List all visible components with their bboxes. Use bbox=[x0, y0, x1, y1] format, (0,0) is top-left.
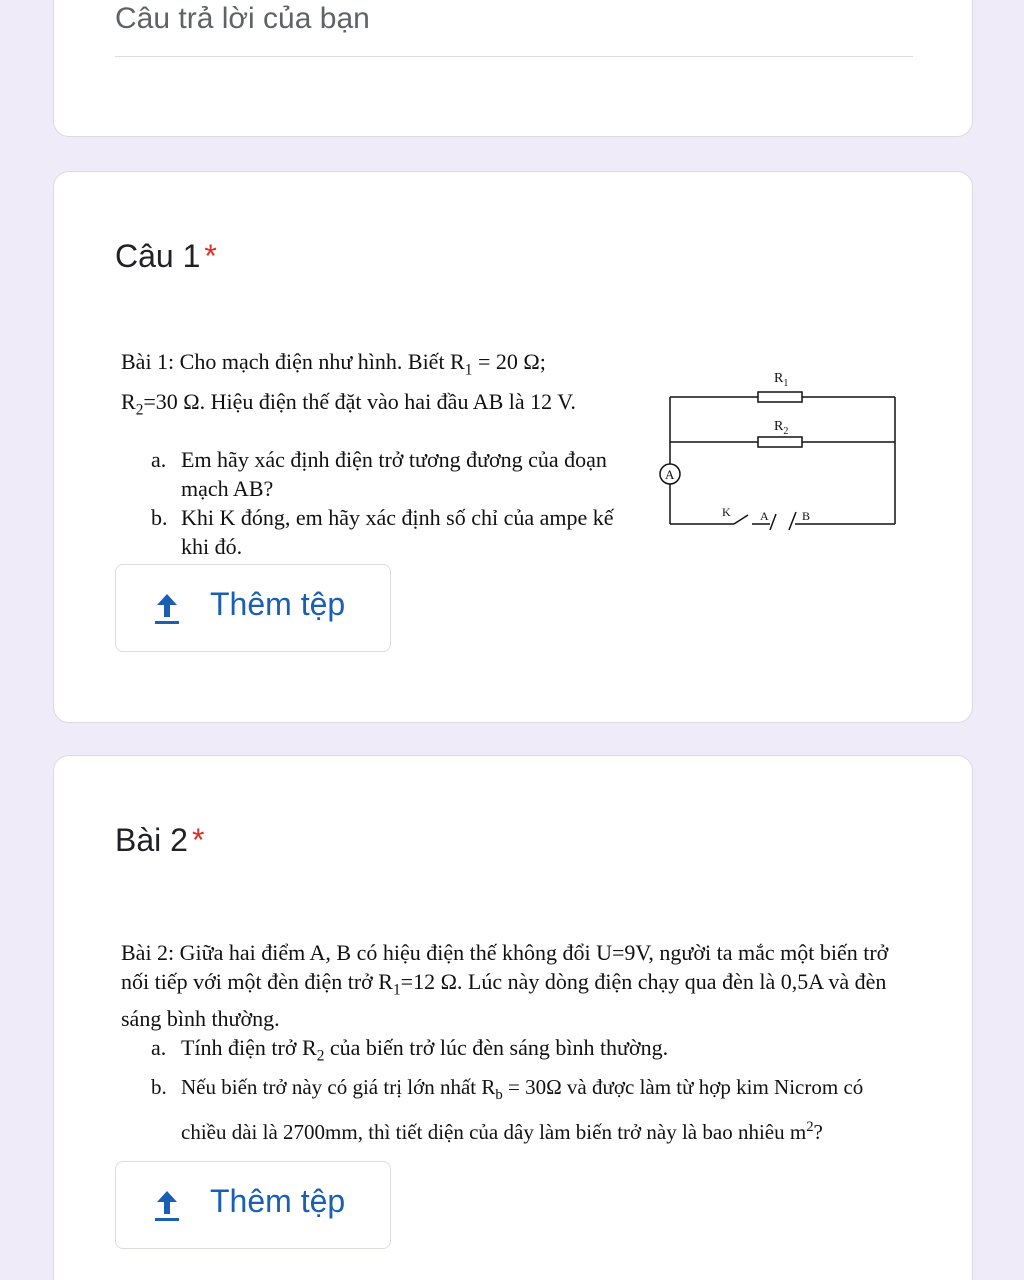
part-marker: b. bbox=[151, 504, 168, 530]
label-r1: $R_1$ bbox=[774, 371, 789, 389]
subscript: 1 bbox=[392, 981, 401, 999]
problem-text bbox=[121, 347, 661, 561]
problem-intro-line-2 bbox=[121, 387, 661, 424]
subscript: 2 bbox=[135, 401, 144, 419]
switch-k-blade bbox=[734, 515, 748, 524]
answer-card bbox=[53, 0, 973, 137]
problem-part-b bbox=[151, 503, 641, 561]
part-marker: a. bbox=[151, 1035, 167, 1061]
superscript: 2 bbox=[806, 1118, 814, 1135]
answer-input[interactable]: Câu trả lời của bạn bbox=[115, 2, 370, 35]
problem-intro bbox=[121, 938, 921, 1033]
problem-intro-text: Bài 1: Cho mạch điện như hình. Biết R bbox=[121, 349, 465, 374]
label-ammeter: A bbox=[665, 467, 675, 482]
subscript: 2 bbox=[316, 1047, 325, 1065]
part-a-text: Em hãy xác định điện trở tương đương của đoạn mạch AB? bbox=[181, 446, 607, 501]
answer-input-underline bbox=[115, 56, 913, 57]
problem-intro-rest: =12 Ω. Lúc này dòng điện chạy qua đèn là 0,5A và đèn sáng bình thường. bbox=[121, 969, 887, 1032]
terminal-b bbox=[789, 512, 796, 530]
part-b-text: Khi K đóng, em hãy xác định số chỉ của ampe kế khi đó. bbox=[181, 504, 614, 559]
terminal-a bbox=[770, 514, 776, 530]
problem-intro-line-1 bbox=[121, 347, 661, 384]
required-asterisk: * bbox=[204, 238, 217, 274]
part-a-text: Tính điện trở R bbox=[181, 1035, 317, 1061]
subscript: 1 bbox=[464, 361, 473, 379]
add-file-label: Thêm tệp bbox=[210, 586, 346, 622]
subscript: b bbox=[495, 1086, 503, 1103]
problem-intro-text: Bài 2: Giữa hai điểm A, B có hiệu điện thế không đổi U=9V, người ta mắc một biến trở nối tiếp với một đèn điện trở R bbox=[121, 940, 889, 994]
problem-part-a bbox=[151, 445, 611, 503]
add-file-button[interactable] bbox=[115, 564, 391, 652]
question-title bbox=[115, 822, 204, 859]
question-card-2 bbox=[53, 755, 973, 1280]
problem-part-a bbox=[151, 1033, 921, 1070]
add-file-label: Thêm tệp bbox=[210, 1183, 346, 1219]
upload-icon bbox=[150, 1187, 184, 1223]
resistor-r1 bbox=[758, 392, 802, 402]
part-b-rest: = 30Ω và được làm từ hợp kim Nicrom có chiều dài là 2700mm, thì tiết diện của dây làm biến trở này là bao nhiêu m bbox=[181, 1074, 864, 1144]
resistor-r2 bbox=[758, 437, 802, 447]
question-title-text: Bài 2 bbox=[115, 822, 188, 858]
label-r2: $R_2$ bbox=[774, 419, 789, 437]
required-asterisk: * bbox=[191, 822, 205, 858]
problem-intro-rest: =30 Ω. Hiệu điện thế đặt vào hai đầu AB là 12 V. bbox=[143, 389, 576, 415]
label-k: K bbox=[722, 505, 731, 519]
part-marker: b. bbox=[151, 1074, 167, 1099]
label-b: B bbox=[802, 509, 811, 523]
problem-part-b bbox=[151, 1071, 881, 1148]
upload-icon bbox=[150, 590, 184, 626]
problem-intro-rest: = 20 Ω; bbox=[472, 349, 546, 374]
problem-text bbox=[121, 938, 921, 1148]
question-title bbox=[115, 238, 217, 275]
label-a: A bbox=[760, 509, 769, 523]
add-file-button[interactable] bbox=[115, 1161, 391, 1249]
part-b-text: Nếu biến trở này có giá trị lớn nhất R bbox=[181, 1074, 496, 1099]
problem-intro-text: R bbox=[121, 389, 136, 415]
circuit-diagram bbox=[652, 362, 912, 532]
part-a-rest: của biến trở lúc đèn sáng bình thường. bbox=[324, 1035, 669, 1061]
part-b-end: ? bbox=[813, 1119, 823, 1144]
part-marker: a. bbox=[151, 446, 167, 472]
question-title-text: Câu 1 bbox=[115, 238, 201, 274]
question-card-1 bbox=[53, 171, 973, 723]
